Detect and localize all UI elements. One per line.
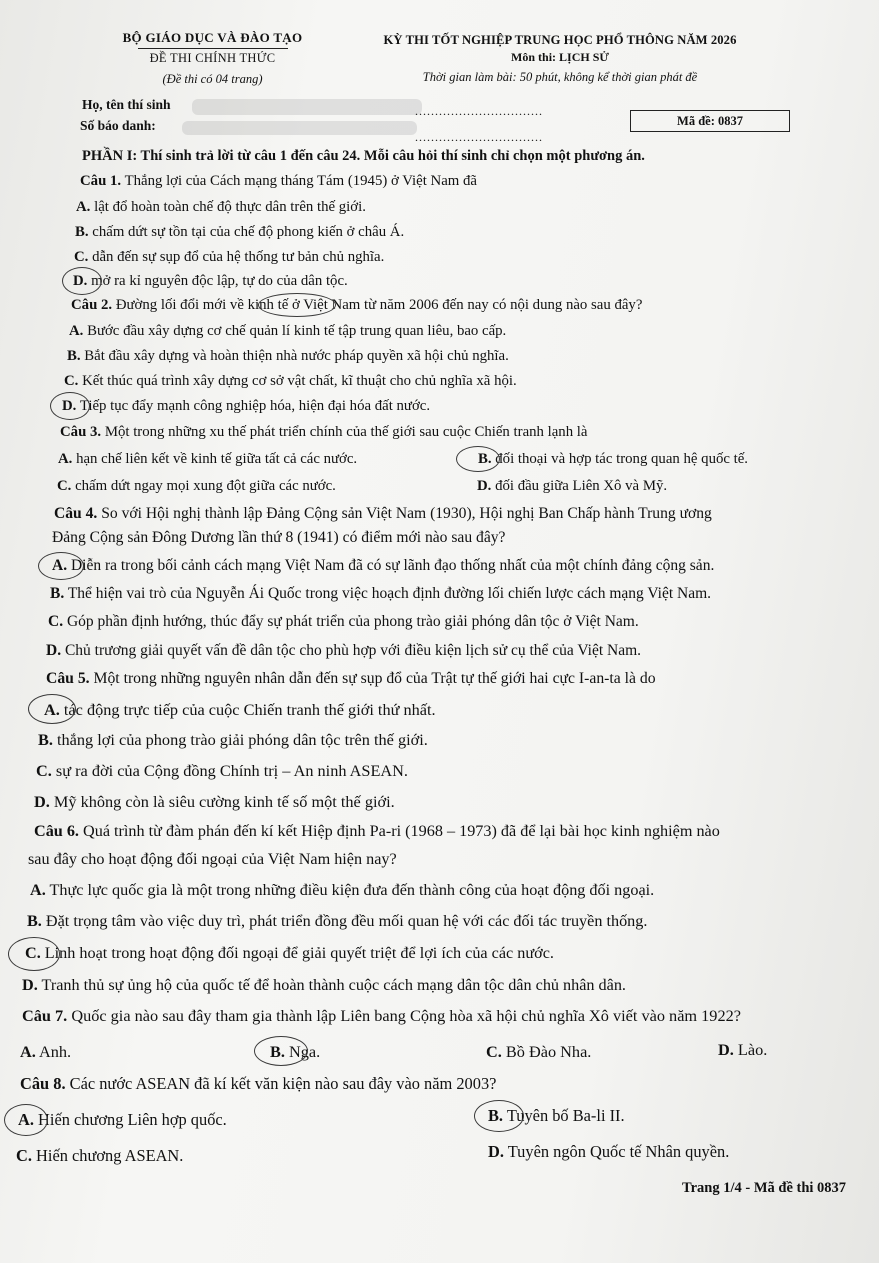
- question-6-continued: sau đây cho hoạt động đối ngoại của Việt Nam hiện nay?: [28, 850, 397, 868]
- q8-option-a: A. Hiến chương Liên hợp quốc.: [18, 1110, 227, 1129]
- q4-option-b: B. Thể hiện vai trò của Nguyễn Ái Quốc trong việc hoạch định đường lối chiến lược cách mạng Việt Nam.: [50, 585, 712, 602]
- q7-option-b: B. Nga.: [270, 1042, 321, 1061]
- q3-option-b: B. đối thoại và hợp tác trong quan hệ quốc tế.: [478, 451, 749, 467]
- q3-option-a: A. hạn chế liên kết về kinh tế giữa tất cả các nước.: [58, 451, 358, 467]
- official-exam-label: ĐỀ THI CHÍNH THỨC: [149, 51, 276, 65]
- q3-option-d: D. đối đầu giữa Liên Xô và Mỹ.: [477, 478, 668, 494]
- subject: Môn thi: LỊCH SỬ: [511, 50, 609, 64]
- ministry-name: BỘ GIÁO DỤC VÀ ĐÀO TẠO: [122, 30, 303, 45]
- question-4-continued: Đảng Cộng sản Đông Dương lần thứ 8 (1941) có điểm mới nào sau đây?: [52, 529, 506, 546]
- q6-option-b: B. Đặt trọng tâm vào việc duy trì, phát triển đồng đều mối quan hệ với các đối tác truyền thống.: [27, 912, 648, 930]
- time-allowed: Thời gian làm bài: 50 phút, không kể thời gian phát đề: [422, 70, 698, 84]
- q7-option-c: C. Bồ Đào Nha.: [486, 1042, 592, 1061]
- q2-option-b: B. Bắt đầu xây dựng và hoàn thiện nhà nước pháp quyền xã hội chủ nghĩa.: [67, 348, 509, 364]
- candidate-name-label: Họ, tên thí sinh: [82, 97, 171, 112]
- exam-code-box: Mã đề: 0837: [630, 110, 790, 132]
- q7-option-a: A. Anh.: [20, 1042, 72, 1061]
- q5-option-a: A. tác động trực tiếp của cuộc Chiến tranh thế giới thứ nhất.: [44, 700, 436, 719]
- q2-option-d: D. Tiếp tục đẩy mạnh công nghiệp hóa, hiện đại hóa đất nước.: [62, 398, 431, 414]
- q5-option-d: D. Mỹ không còn là siêu cường kinh tế số một thế giới.: [34, 792, 395, 811]
- part-one-instructions: PHẦN I: Thí sinh trả lời từ câu 1 đến câu 24. Mỗi câu hỏi thí sinh chỉ chọn một phương án.: [82, 148, 645, 164]
- q2-option-c: C. Kết thúc quá trình xây dựng cơ sở vật chất, kĩ thuật cho chủ nghĩa xã hội.: [64, 373, 517, 389]
- q2-option-a: A. Bước đầu xây dựng cơ chế quản lí kinh tế tập trung quan liêu, bao cấp.: [69, 323, 507, 339]
- exam-title: KỲ THI TỐT NGHIỆP TRUNG HỌC PHỔ THÔNG NĂM 2026: [383, 33, 737, 47]
- question-text: Thắng lợi của Cách mạng tháng Tám (1945) ở Việt Nam đã: [124, 173, 477, 189]
- q6-option-c: C. Linh hoạt trong hoạt động đối ngoại để giải quyết triệt để lợi ích của các nước.: [25, 944, 554, 962]
- q5-option-b: B. thắng lợi của phong trào giải phóng dân tộc trên thế giới.: [38, 730, 428, 749]
- q4-option-a: A. Diễn ra trong bối cảnh cách mạng Việt Nam đã có sự lãnh đạo thống nhất của một chính đảng cộng sản.: [52, 557, 715, 574]
- question-7: Câu 7. Quốc gia nào sau đây tham gia thành lập Liên bang Cộng hòa xã hội chủ nghĩa Xô viết vào năm 1922?: [22, 1006, 741, 1025]
- question-6: Câu 6. Quá trình từ đàm phán đến kí kết Hiệp định Pa-ri (1968 – 1973) đã để lại bài học kinh nghiệm nào: [34, 822, 720, 840]
- q6-option-a: A. Thực lực quốc gia là một trong những điều kiện đưa đến thành công của hoạt động đối ngoại.: [30, 881, 655, 899]
- q8-option-d: D. Tuyên ngôn Quốc tế Nhân quyền.: [488, 1142, 730, 1161]
- header-right: [350, 32, 770, 86]
- q1-option-c: C. dẫn đến sự sụp đổ của hệ thống tư bản chủ nghĩa.: [74, 249, 385, 265]
- q1-option-a: A. lật đổ hoàn toàn chế độ thực dân trên thế giới.: [76, 199, 366, 215]
- q6-option-d: D. Tranh thủ sự ủng hộ của quốc tế để hoàn thành cuộc cách mạng dân tộc dân chủ nhân dân.: [22, 976, 626, 994]
- page-count: (Đề thi có 04 trang): [162, 72, 263, 86]
- q4-option-d: D. Chủ trương giải quyết vấn đề dân tộc cho phù hợp với điều kiện lịch sử cụ thể của Việt Nam.: [46, 642, 642, 659]
- name-dots: ................................: [415, 104, 543, 118]
- candidate-id-label: Số báo danh:: [80, 118, 156, 133]
- question-8: Câu 8. Các nước ASEAN đã kí kết văn kiện nào sau đây vào năm 2003?: [20, 1074, 497, 1093]
- q3-option-c: C. chấm dứt ngay mọi xung đột giữa các nước.: [57, 478, 336, 494]
- header-left: [100, 28, 325, 89]
- q8-option-c: C. Hiến chương ASEAN.: [16, 1146, 184, 1165]
- question-1: [80, 173, 477, 190]
- question-5: Câu 5. Một trong những nguyên nhân dẫn đến sự sụp đổ của Trật tự thế giới hai cực I-an-ta là do: [46, 670, 656, 687]
- question-3: Câu 3. Một trong những xu thế phát triển chính của thế giới sau cuộc Chiến tranh lạnh là: [60, 424, 588, 440]
- q4-option-c: C. Góp phần định hướng, thúc đẩy sự phát triển của phong trào giải phóng dân tộc ở Việt Nam.: [48, 613, 639, 630]
- redacted-name: [192, 99, 422, 115]
- q5-option-c: C. sự ra đời của Cộng đồng Chính trị – An ninh ASEAN.: [36, 761, 409, 780]
- q7-option-d: D. Lào.: [718, 1040, 768, 1059]
- q8-option-b: B. Tuyên bố Ba-li II.: [488, 1106, 625, 1125]
- question-4: Câu 4. So với Hội nghị thành lập Đảng Cộng sản Việt Nam (1930), Hội nghị Ban Chấp hành Trung ương: [54, 505, 712, 522]
- question-2: Câu 2. Đường lối đổi mới về kinh tế ở Việt Nam từ năm 2006 đến nay có nội dung nào sau đây?: [71, 297, 643, 313]
- page-footer: Trang 1/4 - Mã đề thi 0837: [682, 1180, 847, 1196]
- redacted-id: [182, 121, 417, 135]
- question-number: Câu 1.: [80, 173, 122, 189]
- q1-option-d: D. mở ra kỉ nguyên độc lập, tự do của dân tộc.: [73, 273, 348, 289]
- q1-option-b: B. chấm dứt sự tồn tại của chế độ phong kiến ở châu Á.: [75, 224, 405, 240]
- id-dots: ................................: [415, 130, 543, 144]
